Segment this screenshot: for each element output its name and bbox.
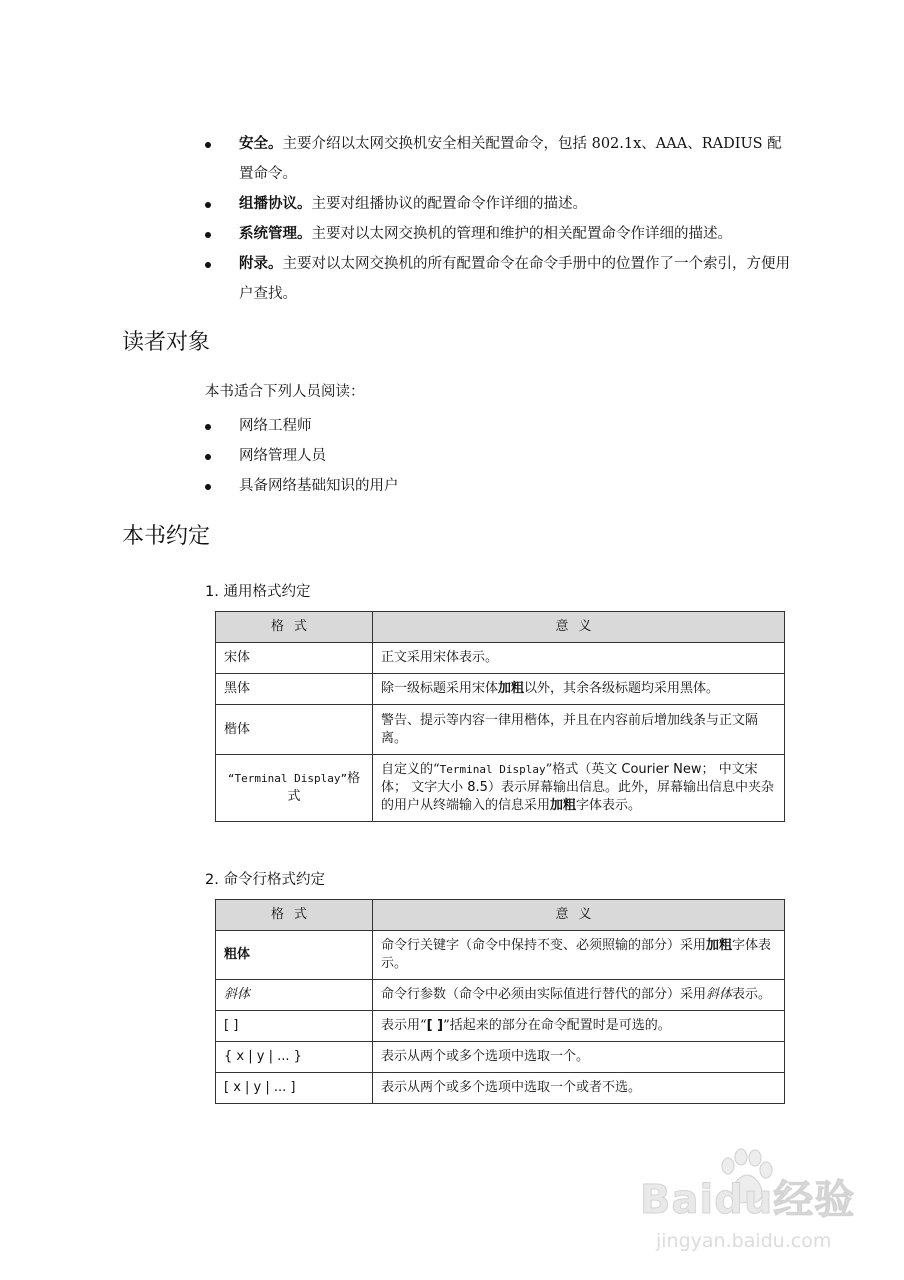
format-cell: 宋体 xyxy=(216,643,373,674)
list-item: 网络管理人员 xyxy=(205,441,795,471)
command-conventions-title: 2. 命令行格式约定 xyxy=(205,872,325,888)
list-item: 附录。主要对以太网交换机的所有配置命令在命令手册中的位置作了一个索引，方便用户查找。 xyxy=(205,249,795,309)
baidu-jingyan-watermark xyxy=(640,1148,860,1268)
meaning-cell: 表示用“[ ]”括起来的部分在命令配置时是可选的。 xyxy=(373,1011,785,1042)
column-header-format: 格式 xyxy=(216,612,373,643)
meaning-cell: 正文采用宋体表示。 xyxy=(373,643,785,674)
table-row xyxy=(216,705,785,755)
bullet-icon xyxy=(205,142,211,148)
format-cell: [ x | y | ... ] xyxy=(216,1073,373,1104)
format-cell: 黑体 xyxy=(216,674,373,705)
table-row xyxy=(216,1073,785,1104)
meaning-cell: 自定义的“Terminal Display”格式（英文 Courier New； 中文宋体； 文字大小 8.5）表示屏幕输出信息。此外，屏幕输出信息中夹杂的用户从终端输入的信息采用加粗字体表示。 xyxy=(373,755,785,822)
list-item: 系统管理。主要对以太网交换机的管理和维护的相关配置命令作详细的描述。 xyxy=(205,219,795,249)
table-header-row xyxy=(216,900,785,931)
table-row xyxy=(216,1042,785,1073)
list-item: 网络工程师 xyxy=(205,411,795,441)
table-row xyxy=(216,931,785,980)
format-cell: “Terminal Display”格式 xyxy=(216,755,373,822)
general-conventions-title: 1. 通用格式约定 xyxy=(205,584,311,600)
table-row xyxy=(216,1011,785,1042)
column-header-format: 格式 xyxy=(216,900,373,931)
bullet-icon xyxy=(205,232,211,238)
format-cell: 楷体 xyxy=(216,705,373,755)
list-item: 具备网络基础知识的用户 xyxy=(205,471,795,501)
meaning-cell: 表示从两个或多个选项中选取一个或者不选。 xyxy=(373,1073,785,1104)
conventions-heading: 本书约定 xyxy=(122,524,211,549)
table-header-row xyxy=(216,612,785,643)
table-row xyxy=(216,980,785,1011)
general-conventions-table xyxy=(215,611,785,822)
readers-intro: 本书适合下列人员阅读： xyxy=(205,384,365,400)
format-cell: 斜体 xyxy=(216,980,373,1011)
watermark-brand: Baidu经验 xyxy=(640,1177,856,1223)
intro-bullet-list xyxy=(205,129,795,309)
bullet-icon xyxy=(205,454,211,460)
readers-list xyxy=(205,411,795,501)
list-item: 组播协议。主要对组播协议的配置命令作详细的描述。 xyxy=(205,189,795,219)
meaning-cell: 命令行参数（命令中必须由实际值进行替代的部分）采用斜体表示。 xyxy=(373,980,785,1011)
format-cell: [ ] xyxy=(216,1011,373,1042)
readers-heading: 读者对象 xyxy=(122,330,211,355)
table-row xyxy=(216,643,785,674)
list-item: 安全。主要介绍以太网交换机安全相关配置命令，包括 802.1x、AAA、RADIUS 配置命令。 xyxy=(205,129,795,189)
meaning-cell: 除一级标题采用宋体加粗以外，其余各级标题均采用黑体。 xyxy=(373,674,785,705)
format-cell: 粗体 xyxy=(216,931,373,980)
bullet-icon xyxy=(205,202,211,208)
bullet-icon xyxy=(205,424,211,430)
meaning-cell: 命令行关键字（命令中保持不变、必须照输的部分）采用加粗字体表示。 xyxy=(373,931,785,980)
table-row xyxy=(216,674,785,705)
watermark-url: jingyan.baidu.com xyxy=(656,1230,832,1252)
bullet-icon xyxy=(205,484,211,490)
column-header-meaning: 意义 xyxy=(373,900,785,931)
meaning-cell: 表示从两个或多个选项中选取一个。 xyxy=(373,1042,785,1073)
command-conventions-table xyxy=(215,899,785,1104)
bullet-icon xyxy=(205,262,211,268)
table-row xyxy=(216,755,785,822)
column-header-meaning: 意义 xyxy=(373,612,785,643)
meaning-cell: 警告、提示等内容一律用楷体，并且在内容前后增加线条与正文隔离。 xyxy=(373,705,785,755)
format-cell: { x | y | ... } xyxy=(216,1042,373,1073)
